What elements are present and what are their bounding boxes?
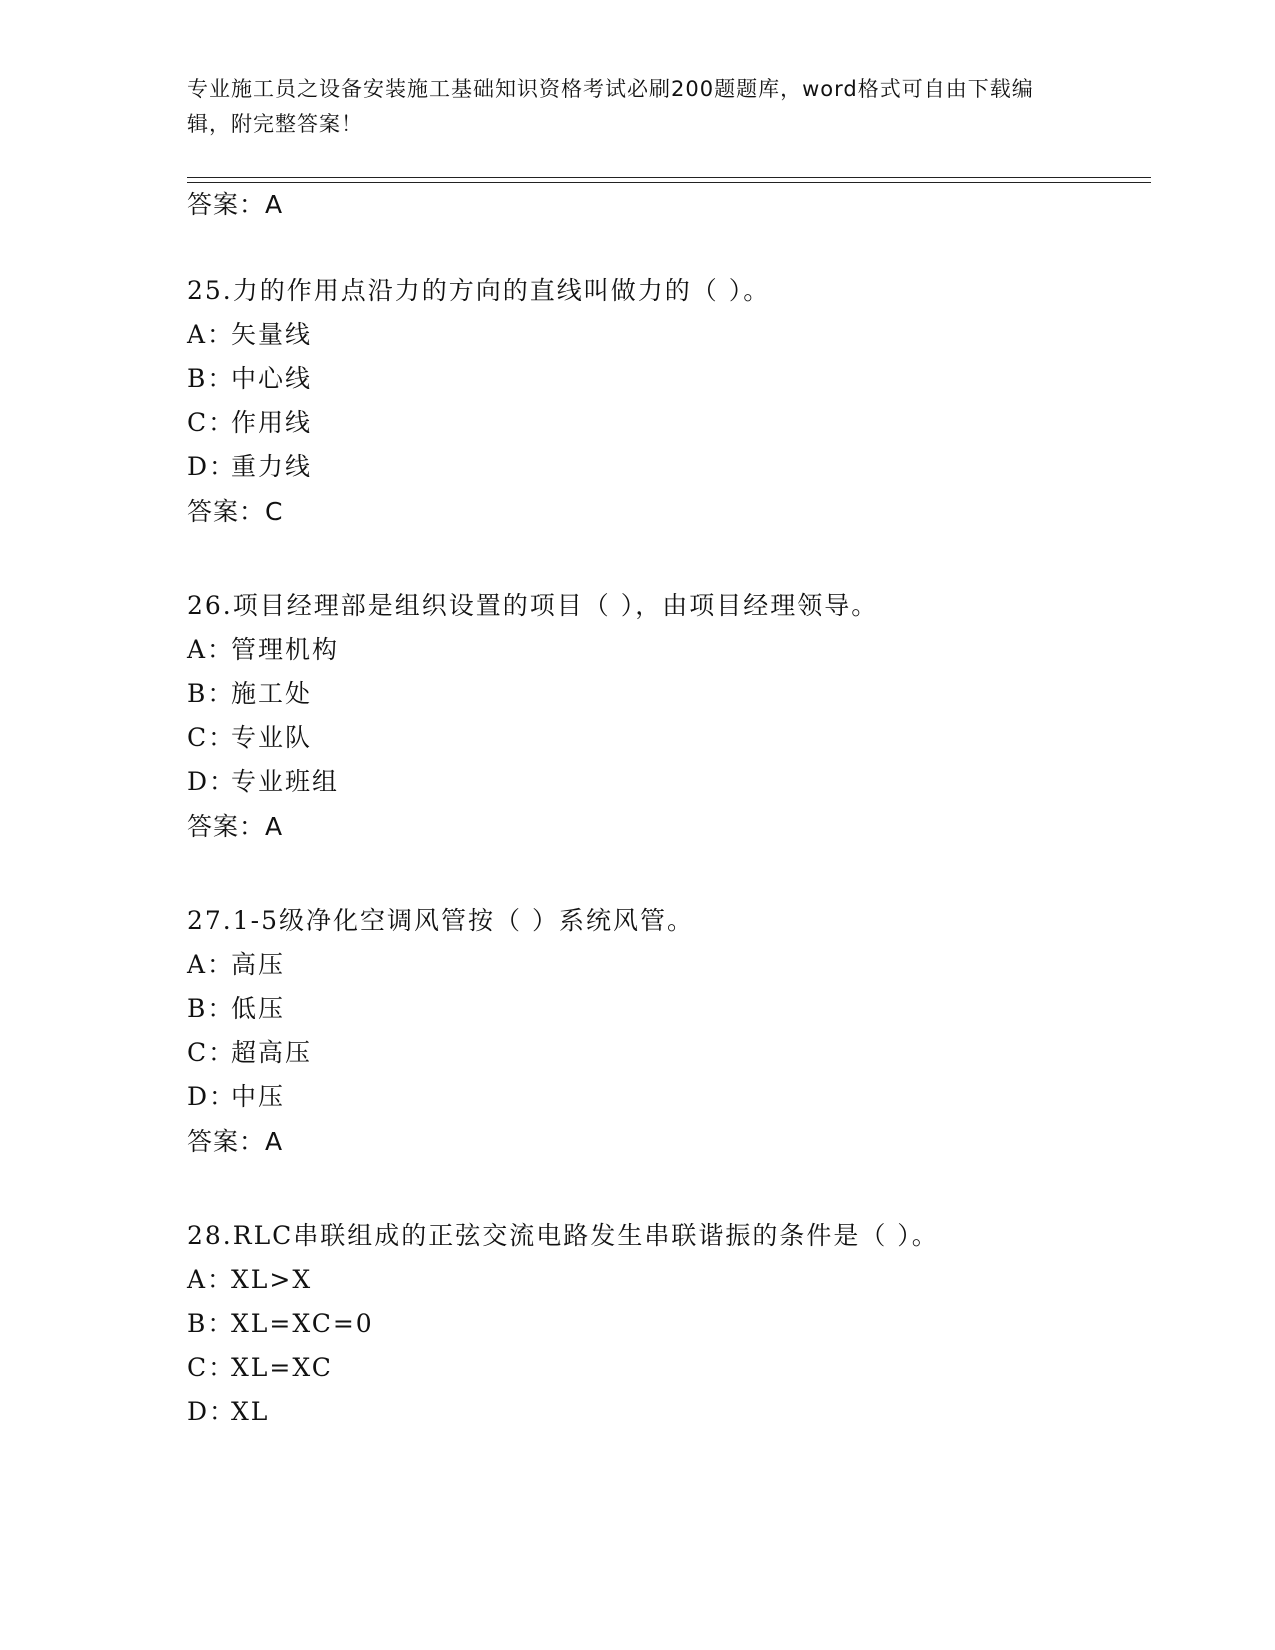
option-d: D：重力线 xyxy=(187,452,313,481)
header-divider-bottom xyxy=(187,182,1151,183)
option-c: C：专业队 xyxy=(187,723,313,752)
option-a: A：矢量线 xyxy=(187,320,313,349)
option-c: C：作用线 xyxy=(187,408,313,437)
option-d: D：中压 xyxy=(187,1082,286,1111)
previous-answer: 答案：A xyxy=(187,190,284,219)
option-a: A：XL>X xyxy=(187,1265,313,1294)
option-b: B：中心线 xyxy=(187,364,313,393)
question-stem: 25.力的作用点沿力的方向的直线叫做力的（ ）。 xyxy=(187,276,771,305)
option-b: B：低压 xyxy=(187,994,286,1023)
option-a: A：高压 xyxy=(187,950,286,979)
option-c: C：超高压 xyxy=(187,1038,313,1067)
answer: 答案：A xyxy=(187,812,284,841)
question-stem: 27.1-5级净化空调风管按（ ）系统风管。 xyxy=(187,906,694,935)
option-b: B：施工处 xyxy=(187,679,313,708)
question-stem: 26.项目经理部是组织设置的项目（ ），由项目经理领导。 xyxy=(187,591,879,620)
answer: 答案：A xyxy=(187,1127,284,1156)
header-divider-top xyxy=(187,177,1151,178)
answer: 答案：C xyxy=(187,497,284,526)
question-stem: 28.RLC串联组成的正弦交流电路发生串联谐振的条件是（ ）。 xyxy=(187,1221,939,1250)
option-d: D：XL xyxy=(187,1397,270,1426)
option-d: D：专业班组 xyxy=(187,767,340,796)
document-header: 专业施工员之设备安装施工基础知识资格考试必刷200题题库，word格式可自由下载编辑，附完整答案！ xyxy=(187,77,1034,136)
option-a: A：管理机构 xyxy=(187,635,340,664)
option-c: C：XL=XC xyxy=(187,1353,333,1382)
option-b: B：XL=XC=0 xyxy=(187,1309,374,1338)
